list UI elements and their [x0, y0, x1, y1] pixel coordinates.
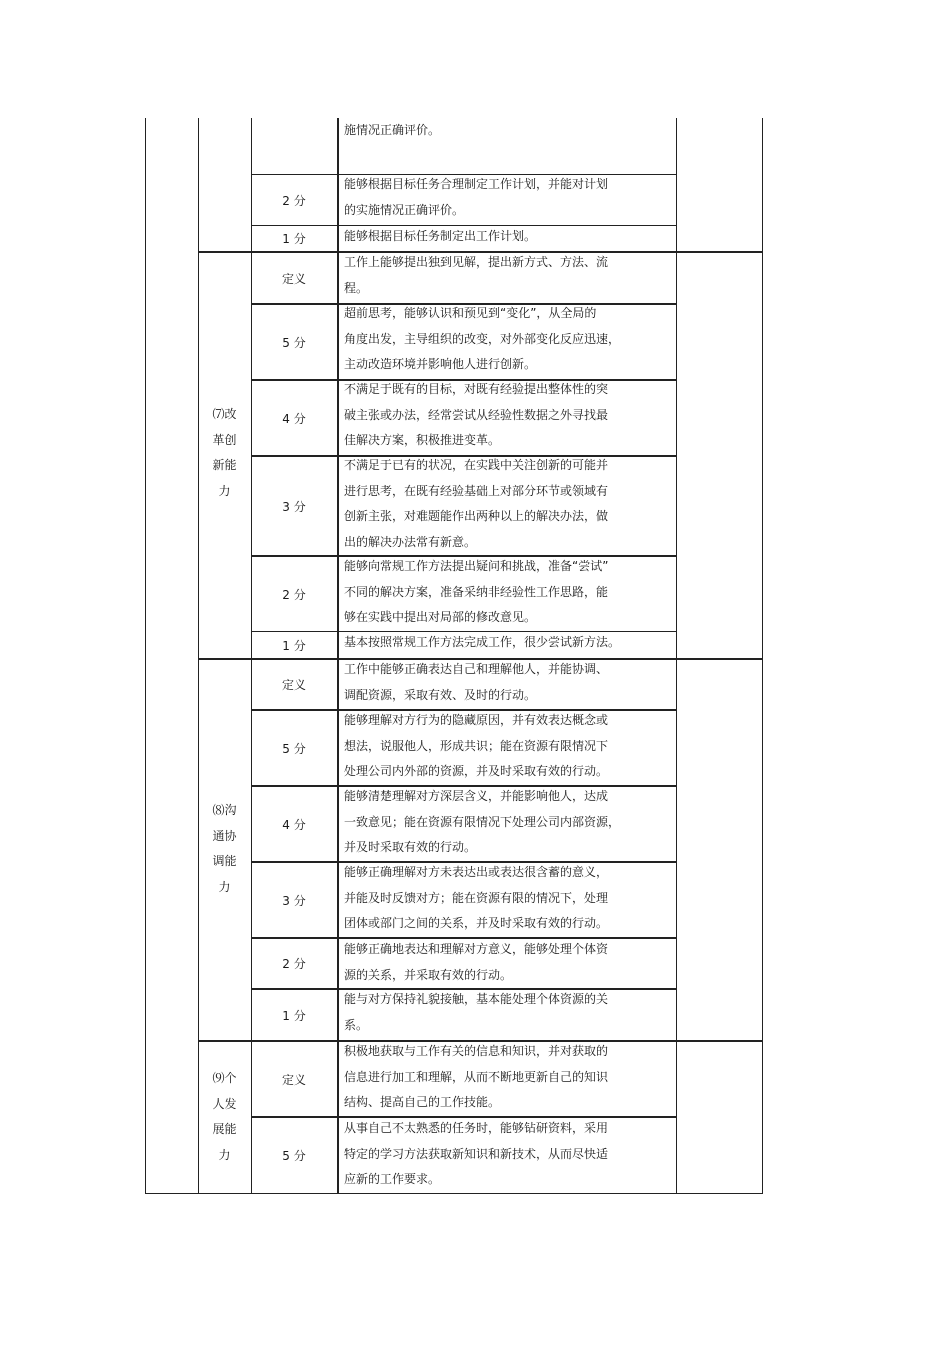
remark-column-left-border	[676, 118, 677, 1194]
table-right-border	[762, 118, 763, 1194]
score-label: 3 分	[282, 893, 306, 908]
score-label: 定义	[281, 271, 306, 286]
criteria-text: 基本按照常规工作方法完成工作，很少尝试新方法。	[344, 635, 621, 649]
category-communication: ⑻沟 通协 调能 力	[212, 803, 237, 894]
criteria-text: 能与对方保持礼貌接触，基本能处理个体资源的关 系。	[344, 992, 609, 1032]
score-label: 定义	[281, 678, 306, 692]
category-personal-development: ⑼个 人发 展能 力	[212, 1071, 237, 1162]
score-label: 定义	[281, 1072, 306, 1087]
criteria-text: 不满足于已有的状况，在实践中关注创新的可能并 进行思考，在既有经验基础上对部分环节或领域有 创新主张，对难题能作出两种以上的解决办法，做 出的解决办法常有新意。	[344, 458, 609, 549]
criteria-text: 工作上能够提出独到见解，提出新方式、方法、流 程。	[344, 255, 609, 295]
description-column-left-border	[337, 118, 339, 1194]
criteria-text: 积极地获取与工作有关的信息和知识，并对获取的 信息进行加工和理解，从而不断地更新自己的知识 结构、提高自己的工作技能。	[344, 1044, 609, 1109]
score-label: 5 分	[282, 335, 306, 350]
criteria-text: 能够正确地表达和理解对方意义，能够处理个体资 源的关系，并采取有效的行动。	[344, 942, 609, 982]
criteria-text: 超前思考，能够认识和预见到“变化”，从全局的 角度出发，主导组织的改变，对外部变化反应迅速， 主动改造环境并影响他人进行创新。	[344, 306, 621, 371]
criteria-text: 能够清楚理解对方深层含义，并能影响他人，达成 一致意见；能在资源有限情况下处理公司内部资源， 并及时采取有效的行动。	[344, 789, 621, 854]
criteria-text: 工作中能够正确表达自己和理解他人，并能协调、 调配资源，采取有效、及时的行动。	[344, 662, 609, 702]
score-label: 5 分	[282, 741, 306, 756]
score-label: 2 分	[282, 957, 306, 971]
criteria-text: 能够理解对方行为的隐藏原因，并有效表达概念或 想法，说服他人，形成共识；能在资源有限情况下 处理公司内外部的资源，并及时采取有效的行动。	[344, 713, 609, 778]
criteria-text: 能够向常规工作方法提出疑问和挑战，准备“尝试” 不同的解决方案，准备采纳非经验性工作思路，能 够在实践中提出对局部的修改意见。	[344, 559, 609, 624]
score-label: 5 分	[282, 1149, 306, 1163]
score-label: 4 分	[282, 411, 306, 426]
score-label: 1 分	[282, 232, 306, 246]
score-label: 2 分	[282, 587, 306, 602]
table-left-border	[145, 118, 146, 1194]
score-label: 4 分	[282, 817, 306, 832]
criteria-text: 施情况正确评价。	[344, 123, 441, 137]
criteria-text: 不满足于既有的目标，对既有经验提出整体性的突 破主张或办法，经常尝试从经验性数据之外寻找最 佳解决方案，积极推进变革。	[344, 382, 609, 447]
criteria-text: 能够根据目标任务制定出工作计划。	[344, 229, 537, 243]
category-column-left-border	[198, 118, 199, 1194]
category-innovation: ⑺改 革创 新能 力	[212, 407, 237, 498]
criteria-text: 能够根据目标任务合理制定工作计划，并能对计划 的实施情况正确评价。	[344, 177, 609, 217]
criteria-text: 从事自己不太熟悉的任务时，能够钻研资料，采用 特定的学习方法获取新知识和新技术，从而尽快适 应新的工作要求。	[344, 1121, 609, 1186]
table-bottom-border	[145, 1193, 763, 1194]
score-label: 1 分	[282, 1008, 306, 1023]
score-label: 2 分	[282, 193, 306, 208]
criteria-text: 能够正确理解对方未表达出或表达很含蓄的意义， 并能及时反馈对方；能在资源有限的情况下，处理 团体或部门之间的关系，并及时采取有效的行动。	[344, 865, 609, 930]
score-label: 3 分	[282, 499, 306, 514]
competency-table	[145, 118, 763, 1194]
score-label: 1 分	[282, 638, 306, 653]
